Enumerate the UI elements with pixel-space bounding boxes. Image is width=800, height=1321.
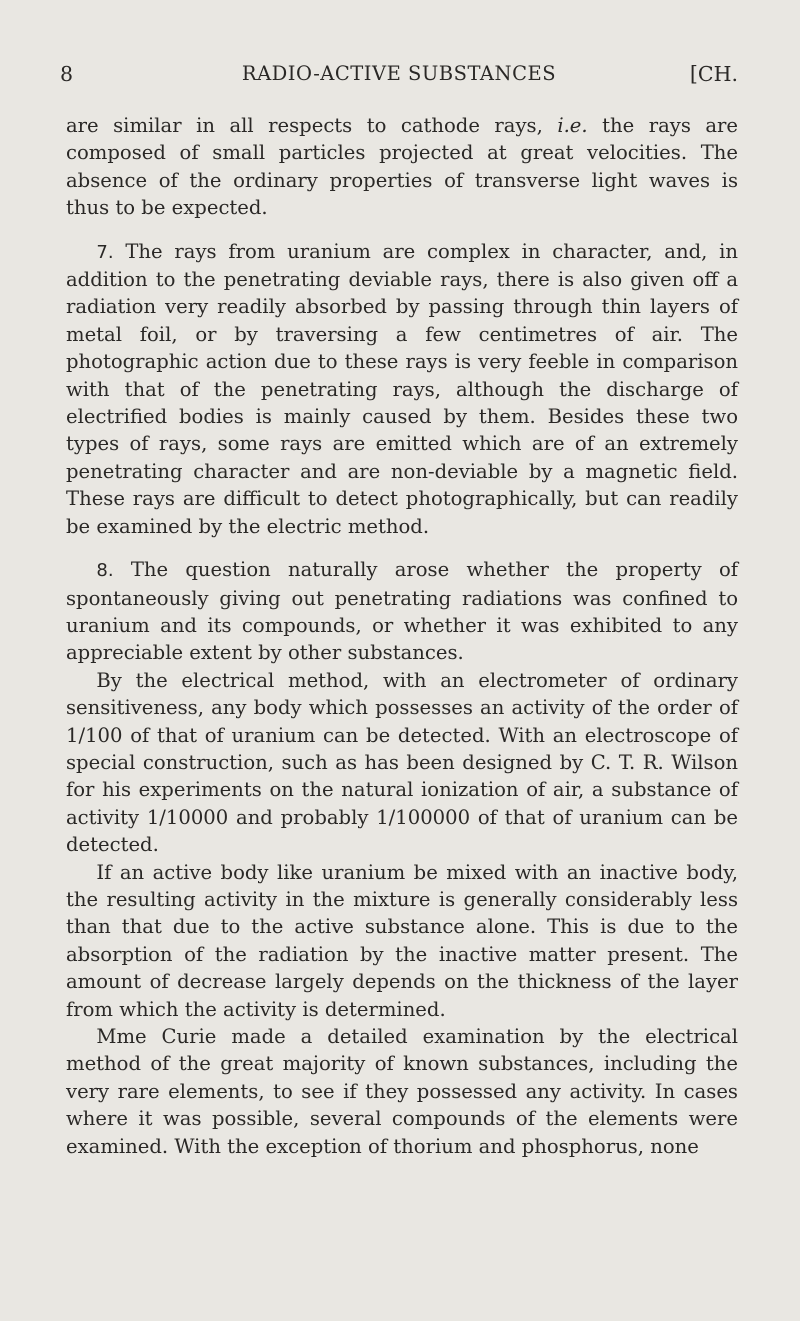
paragraph-mixture-absorption (66, 859, 738, 1023)
paragraph-electrical-method (66, 667, 738, 859)
section-number: 7. (96, 241, 114, 263)
text-run: The rays from uranium are complex in character, and, in addition to the penetrating deviable rays, there is also given off a radiation very readily absorbed by passing through thin layers of metal foil, or by traversing a few centimetres of air. The photographic action due to these rays is very feeble in comparison with that of the penetrating rays, although the discharge of electrified bodies is mainly caused by them. Besides these two types of rays, some rays are emitted which are of an extremely penetrating character and are non-deviable by a magnetic field. These rays are difficult to detect photographically, but can readily be examined by the electric method. (66, 239, 738, 538)
paragraph-continuation (66, 112, 738, 222)
paragraph-curie-examination (66, 1023, 738, 1160)
text-run: Mme Curie made a detailed examination by the electrical method of the great majority of known substances, including the very rare elements, to see if they possessed any activity. In cases where it was possible, several compounds of the elements were examined. With the exception of thorium and phosphorus, none (66, 1025, 738, 1158)
page-number: 8 (60, 62, 74, 86)
running-title: RADIO-ACTIVE SUBSTANCES (241, 62, 557, 85)
page-body (66, 112, 738, 1160)
section-number: 8. (96, 560, 114, 582)
chapter-marker: [CH. (689, 62, 738, 86)
text-run: If an active body like uranium be mixed with an inactive body, the resulting activity in the mixture is generally considerably less than that due to the active substance alone. This is due to the absorption of the radiation by the inactive matter present. The amount of decrease largely depends on the thickness of the layer from which the activity is determined. (66, 860, 738, 1021)
text-run: By the electrical method, with an electrometer of ordinary sensitiveness, any body which possesses an activity of the order of 1/100 of that of uranium can be detected. With an electroscope of special construction, such as has been designed by C. T. R. Wilson for his experiments on the natural ionization of air, a substance of activity 1/10000 and probably 1/100000 of that of uranium can be detected. (66, 668, 738, 857)
paragraph-section-8 (66, 556, 738, 667)
text-run: are similar in all respects to cathode rays, (66, 114, 558, 137)
page-header (60, 62, 738, 96)
text-run: The question naturally arose whether the property of spontaneously giving out penetrating radiations was confined to uranium and its compounds, or whether it was exhibited to any appreciable extent by other substances. (66, 558, 738, 665)
paragraph-section-7 (66, 238, 738, 540)
text-run-italic: i.e. (557, 114, 588, 137)
text-run: the rays are composed of small particles projected at great velocities. The absence of the ordinary properties of transverse light waves is thus to be expected. (66, 114, 738, 220)
